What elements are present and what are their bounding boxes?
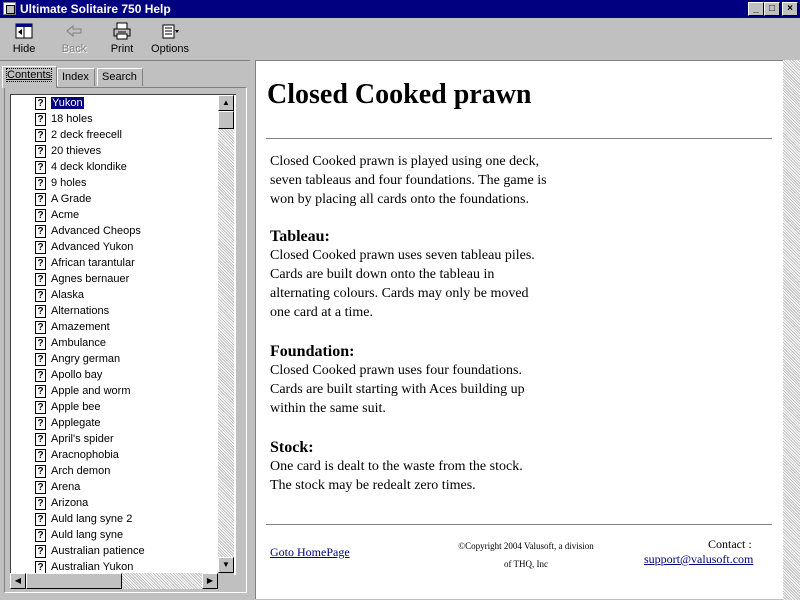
- tableau-heading: Tableau:: [270, 228, 330, 245]
- tree-item-label: Alaska: [51, 289, 85, 301]
- question-page-icon: ?: [35, 449, 46, 462]
- tree-item-label: 18 holes: [51, 113, 93, 125]
- copyright-line: ©Copyright 2004 Valusoft, a division: [458, 541, 594, 551]
- question-page-icon: ?: [35, 193, 46, 206]
- maximize-button[interactable]: □: [764, 2, 780, 16]
- foundation-heading: Foundation:: [270, 343, 355, 360]
- tree-item-label: Australian Yukon: [51, 561, 134, 573]
- question-page-icon: ?: [35, 497, 46, 510]
- question-page-icon: ?: [35, 177, 46, 190]
- scroll-right-button[interactable]: ▶: [202, 573, 218, 589]
- tree-item-label: Arizona: [51, 497, 89, 509]
- hide-label: Hide: [12, 43, 36, 55]
- hide-button[interactable]: [4, 22, 44, 55]
- question-page-icon: ?: [35, 561, 46, 574]
- tree-item-label: Amazement: [51, 321, 110, 333]
- tree-item-label: 20 thieves: [51, 145, 102, 157]
- tree-item-label: Alternations: [51, 305, 110, 317]
- footer-divider: [266, 524, 772, 526]
- tableau-line: Closed Cooked prawn uses seven tableau piles.: [270, 248, 535, 263]
- stock-line: One card is dealt to the waste from the stock.: [270, 459, 523, 474]
- options-icon: [160, 22, 180, 40]
- question-page-icon: ?: [35, 129, 46, 142]
- tableau-line: one card at a time.: [270, 305, 374, 320]
- question-page-icon: ?: [35, 465, 46, 478]
- tab-index[interactable]: [57, 68, 95, 86]
- question-page-icon: ?: [35, 529, 46, 542]
- tab-contents[interactable]: [2, 66, 57, 88]
- question-page-icon: ?: [35, 401, 46, 414]
- tab-search[interactable]: [97, 68, 143, 86]
- tree-item-label: Apollo bay: [51, 369, 103, 381]
- question-page-icon: ?: [35, 97, 46, 110]
- tree-item-label: Advanced Cheops: [51, 225, 141, 237]
- foundation-line: Cards are built starting with Aces building up: [270, 382, 525, 397]
- print-button[interactable]: [102, 22, 142, 55]
- question-page-icon: ?: [35, 545, 46, 558]
- minimize-button[interactable]: _: [748, 2, 764, 16]
- question-page-icon: ?: [35, 145, 46, 158]
- back-arrow-icon: [64, 22, 84, 40]
- tab-index-label: Index: [62, 71, 89, 83]
- tree-item-label: Apple bee: [51, 401, 101, 413]
- homepage-link[interactable]: Goto HomePage: [270, 545, 350, 559]
- close-button[interactable]: ×: [782, 2, 798, 16]
- options-button[interactable]: [150, 22, 190, 55]
- question-page-icon: ?: [35, 417, 46, 430]
- hide-pane-icon: [14, 22, 34, 40]
- tree-horizontal-scrollbar[interactable]: [10, 573, 218, 589]
- tree-item-label: Acme: [51, 209, 80, 221]
- foundation-line: within the same suit.: [270, 401, 386, 416]
- hscroll-thumb[interactable]: [26, 573, 122, 589]
- stock-section: [270, 438, 580, 495]
- tableau-line: alternating colours. Cards may only be moved: [270, 286, 529, 301]
- question-page-icon: ?: [35, 513, 46, 526]
- window-title: Ultimate Solitaire 750 Help: [20, 2, 171, 16]
- question-page-icon: ?: [35, 321, 46, 334]
- title-bar: [0, 0, 800, 18]
- navigation-tabs: [0, 66, 250, 88]
- tab-search-label: Search: [102, 71, 137, 83]
- tree-item-label: Ambulance: [51, 337, 107, 349]
- tab-contents-label: Contents: [7, 69, 52, 81]
- scroll-corner: [218, 573, 234, 589]
- tree-item-label: Advanced Yukon: [51, 241, 134, 253]
- tree-item-label: Yukon: [52, 97, 83, 109]
- question-page-icon: ?: [35, 369, 46, 382]
- question-page-icon: ?: [35, 161, 46, 174]
- back-label: Back: [61, 43, 87, 55]
- intro-line: Closed Cooked prawn is played using one deck,: [270, 154, 540, 169]
- topic-vertical-scrollbar[interactable]: [783, 60, 800, 600]
- tree-item-label: Angry german: [51, 353, 121, 365]
- question-page-icon: ?: [35, 337, 46, 350]
- scroll-down-button[interactable]: ▼: [218, 557, 234, 573]
- options-label: Options: [151, 43, 189, 55]
- question-page-icon: ?: [35, 481, 46, 494]
- scroll-up-button[interactable]: ▲: [218, 95, 234, 111]
- tree-item-label: 2 deck freecell: [51, 129, 122, 141]
- tree-item-label: Arena: [51, 481, 81, 493]
- copyright-text: [426, 537, 626, 573]
- tree-vertical-scrollbar[interactable]: [218, 95, 234, 573]
- topic-title: Closed Cooked prawn: [267, 79, 532, 110]
- question-page-icon: ?: [35, 353, 46, 366]
- tree-item-label: Auld lang syne: [51, 529, 124, 541]
- tree-item-label: 4 deck klondike: [51, 161, 127, 173]
- stock-line: The stock may be redealt zero times.: [270, 478, 476, 493]
- tableau-section: [270, 227, 580, 322]
- tableau-line: Cards are built down onto the tableau in: [270, 267, 495, 282]
- toolbar: [0, 18, 800, 61]
- question-page-icon: ?: [35, 433, 46, 446]
- tree-item-label: Applegate: [51, 417, 101, 429]
- tree-item-label: April's spider: [51, 433, 114, 445]
- topic-pane: [255, 60, 784, 599]
- question-page-icon: ?: [35, 385, 46, 398]
- question-page-icon: ?: [35, 209, 46, 222]
- foundation-section: [270, 342, 580, 418]
- intro-line: won by placing all cards onto the foundations.: [270, 192, 529, 207]
- tree-item-label: A Grade: [51, 193, 92, 205]
- help-app-icon[interactable]: [3, 2, 16, 15]
- tree-item-label: Aracnophobia: [51, 449, 119, 461]
- tree-item-label: Australian patience: [51, 545, 145, 557]
- contact-label: Contact :: [708, 537, 752, 551]
- question-page-icon: ?: [35, 273, 46, 286]
- print-label: Print: [110, 43, 134, 55]
- contents-tree[interactable]: [10, 94, 236, 575]
- foundation-line: Closed Cooked prawn uses four foundations.: [270, 363, 522, 378]
- tree-item-label: Arch demon: [51, 465, 111, 477]
- back-button[interactable]: [54, 22, 94, 55]
- tree-item-label: Apple and worm: [51, 385, 131, 397]
- scroll-thumb[interactable]: [218, 111, 234, 129]
- tree-item-label: Agnes bernauer: [51, 273, 130, 285]
- title-divider: [266, 138, 772, 140]
- question-page-icon: ?: [35, 257, 46, 270]
- tree-item-label: 9 holes: [51, 177, 87, 189]
- question-page-icon: ?: [35, 241, 46, 254]
- question-page-icon: ?: [35, 113, 46, 126]
- printer-icon: [112, 22, 132, 40]
- contact-email-link[interactable]: support@valusoft.com: [644, 552, 754, 566]
- copyright-line: of THQ, Inc: [503, 559, 549, 569]
- tree-item-label: African tarantular: [51, 257, 135, 269]
- intro-paragraph: [270, 152, 580, 209]
- tree-item-label: Auld lang syne 2: [51, 513, 133, 525]
- intro-line: seven tableaus and four foundations. The game is: [270, 173, 547, 188]
- scroll-left-button[interactable]: ◀: [10, 573, 26, 589]
- question-page-icon: ?: [35, 289, 46, 302]
- stock-heading: Stock:: [270, 439, 314, 456]
- question-page-icon: ?: [35, 305, 46, 318]
- question-page-icon: ?: [35, 225, 46, 238]
